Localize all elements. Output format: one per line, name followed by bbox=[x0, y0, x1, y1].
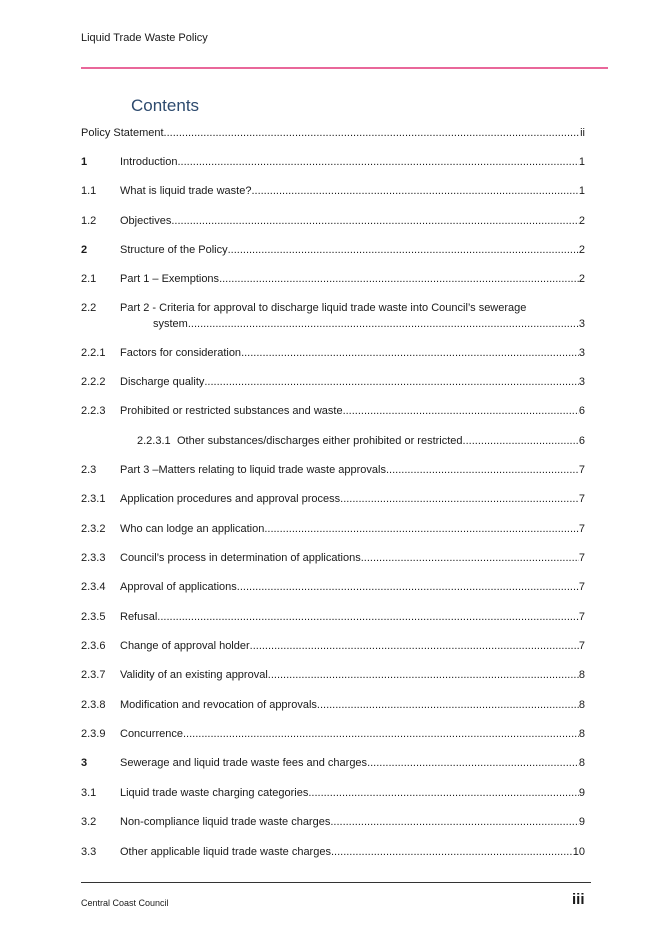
toc-entry-number: 2.3.2 bbox=[81, 523, 106, 535]
dot-leader bbox=[330, 814, 579, 830]
dot-leader bbox=[251, 183, 578, 199]
toc-entry-number: 2.3.5 bbox=[81, 611, 106, 623]
toc-entry-number: 3 bbox=[81, 757, 88, 769]
dot-leader bbox=[183, 726, 579, 742]
toc-entry-title: Change of approval holder bbox=[120, 640, 250, 652]
toc-entry-1-2[interactable] bbox=[81, 213, 585, 229]
toc-entry-2-2-2[interactable] bbox=[81, 374, 585, 390]
toc-entry-title: What is liquid trade waste? bbox=[120, 185, 252, 197]
toc-entry-number: 2 bbox=[81, 244, 88, 256]
toc-entry-title: Structure of the Policy bbox=[120, 244, 228, 256]
toc-entry-number: 2.2 bbox=[81, 302, 97, 314]
footer-page-number: iii bbox=[572, 891, 585, 908]
toc-entry-2-3-5[interactable] bbox=[81, 609, 585, 625]
toc-entry-number: 2.3.3 bbox=[81, 552, 106, 564]
toc-entry-title: Other substances/discharges either prohibited or restricted bbox=[177, 435, 463, 447]
toc-entry-2-3-7[interactable] bbox=[81, 667, 585, 683]
toc-entry-number: 1.1 bbox=[81, 185, 97, 197]
toc-entry-3-1[interactable] bbox=[81, 785, 585, 801]
toc-entry-title: Factors for consideration bbox=[120, 347, 242, 359]
toc-entry-title: Council’s process in determination of applications bbox=[120, 552, 361, 564]
toc-entry-page: 7 bbox=[578, 464, 585, 476]
toc-entry-page: 9 bbox=[578, 816, 585, 828]
toc-entry-2-3-4[interactable] bbox=[81, 579, 585, 595]
toc-entry-title-continuation: system bbox=[153, 318, 188, 330]
dot-leader bbox=[361, 550, 579, 566]
dot-leader bbox=[237, 579, 579, 595]
dot-leader bbox=[331, 844, 573, 860]
toc-entry-page: 1 bbox=[578, 185, 585, 197]
toc-entry-2-3-1[interactable] bbox=[81, 491, 585, 507]
toc-entry-page: 3 bbox=[578, 347, 585, 359]
toc-entry-title: Policy Statement bbox=[81, 127, 164, 139]
toc-entry-page: 3 bbox=[578, 318, 585, 330]
toc-entry-page: 6 bbox=[578, 405, 585, 417]
toc-entry-number: 2.2.3 bbox=[81, 405, 106, 417]
toc-entry-page: 3 bbox=[578, 376, 585, 388]
toc-entry-title: Part 3 –Matters relating to liquid trade waste approvals bbox=[120, 464, 386, 476]
toc-entry-number: 1.2 bbox=[81, 215, 97, 227]
toc-entry-title: Modification and revocation of approvals bbox=[120, 699, 317, 711]
toc-entry-title: Sewerage and liquid trade waste fees and charges bbox=[120, 757, 368, 769]
toc-entry-title: Approval of applications bbox=[120, 581, 237, 593]
toc-entry-number: 2.2.2 bbox=[81, 376, 106, 388]
toc-entry-2-2-1[interactable] bbox=[81, 345, 585, 361]
toc-entry-3-2[interactable] bbox=[81, 814, 585, 830]
toc-entry-2-3-6[interactable] bbox=[81, 638, 585, 654]
toc-entry-number: 2.3.1 bbox=[81, 493, 106, 505]
dot-leader bbox=[264, 521, 579, 537]
toc-entry-page: 9 bbox=[578, 787, 585, 799]
dot-leader bbox=[219, 271, 579, 287]
toc-entry-page: 8 bbox=[578, 728, 585, 740]
toc-entry-title: Discharge quality bbox=[120, 376, 205, 388]
toc-entry-title: Introduction bbox=[120, 156, 178, 168]
dot-leader bbox=[308, 785, 579, 801]
toc-entry-page: 2 bbox=[578, 273, 585, 285]
toc-entry-3-3[interactable] bbox=[81, 844, 585, 860]
toc-entry-page: 7 bbox=[578, 581, 585, 593]
dot-leader bbox=[463, 433, 579, 449]
dot-leader bbox=[188, 316, 579, 332]
toc-entry-page: 1 bbox=[578, 156, 585, 168]
dot-leader bbox=[386, 462, 579, 478]
toc-entry-number: 1 bbox=[81, 156, 88, 168]
toc-entry-page: 7 bbox=[578, 640, 585, 652]
toc-entry-page: 6 bbox=[578, 435, 585, 447]
toc-entry-number: 3.2 bbox=[81, 816, 97, 828]
toc-entry-number: 2.3.4 bbox=[81, 581, 106, 593]
toc-entry-title: Concurrence bbox=[120, 728, 183, 740]
toc-entry-policy-statement[interactable] bbox=[81, 125, 585, 141]
contents-heading: Contents bbox=[131, 96, 200, 115]
toc-entry-page: 7 bbox=[578, 493, 585, 505]
toc-entry-3[interactable] bbox=[81, 755, 585, 771]
toc-entry-page: 2 bbox=[578, 244, 585, 256]
toc-entry-title: Validity of an existing approval bbox=[120, 669, 268, 681]
toc-entry-number: 2.1 bbox=[81, 273, 97, 285]
toc-entry-title: Part 1 – Exemptions bbox=[120, 273, 220, 285]
dot-leader bbox=[317, 697, 579, 713]
toc-entry-number: 2.3.9 bbox=[81, 728, 106, 740]
toc-entry-2-3[interactable] bbox=[81, 462, 585, 478]
toc-entry-2-3-9[interactable] bbox=[81, 726, 585, 742]
toc-entry-number: 2.3.7 bbox=[81, 669, 106, 681]
dot-leader bbox=[204, 374, 579, 390]
toc-entry-number: 2.3.8 bbox=[81, 699, 106, 711]
toc-entry-title: Application procedures and approval process bbox=[120, 493, 341, 505]
toc-entry-page: 2 bbox=[578, 215, 585, 227]
dot-leader bbox=[340, 491, 579, 507]
toc-entry-page: 10 bbox=[572, 846, 585, 858]
dot-leader bbox=[250, 638, 579, 654]
toc-entry-title: Other applicable liquid trade waste charges bbox=[120, 846, 331, 858]
toc-entry-page: 7 bbox=[578, 523, 585, 535]
toc-entry-title: Non-compliance liquid trade waste charges bbox=[120, 816, 331, 828]
toc-entry-2-3-2[interactable] bbox=[81, 521, 585, 537]
toc-entry-2-2[interactable] bbox=[81, 300, 585, 332]
toc-entry-number: 3.1 bbox=[81, 787, 97, 799]
toc-entry-2-3-3[interactable] bbox=[81, 550, 585, 566]
running-header: Liquid Trade Waste Policy bbox=[81, 32, 208, 44]
footer-organisation: Central Coast Council bbox=[81, 898, 169, 908]
dot-leader bbox=[164, 125, 581, 141]
toc-entry-2-2-3[interactable] bbox=[81, 403, 585, 419]
dot-leader bbox=[171, 213, 579, 229]
toc-entry-title: Liquid trade waste charging categories bbox=[120, 787, 309, 799]
toc-entry-number: 2.3.6 bbox=[81, 640, 106, 652]
toc-entry-number: 3.3 bbox=[81, 846, 97, 858]
toc-entry-2-2-3-1[interactable] bbox=[137, 433, 585, 449]
toc-entry-page: 8 bbox=[578, 757, 585, 769]
toc-entry-2-1[interactable] bbox=[81, 271, 585, 287]
toc-entry-number: 2.2.1 bbox=[81, 347, 106, 359]
toc-entry-title: Objectives bbox=[120, 215, 172, 227]
dot-leader bbox=[157, 609, 579, 625]
toc-entry-title: Prohibited or restricted substances and waste bbox=[120, 405, 343, 417]
toc-entry-2-3-8[interactable] bbox=[81, 697, 585, 713]
toc-entry-page: 7 bbox=[578, 552, 585, 564]
toc-entry-page: 8 bbox=[578, 699, 585, 711]
toc-entry-1[interactable] bbox=[81, 154, 585, 170]
toc-entry-page: 7 bbox=[578, 611, 585, 623]
toc-entry-number: 2.3 bbox=[81, 464, 97, 476]
toc-entry-page: 8 bbox=[578, 669, 585, 681]
header-divider bbox=[81, 67, 608, 69]
dot-leader bbox=[367, 755, 579, 771]
toc-entry-2[interactable] bbox=[81, 242, 585, 258]
footer-divider bbox=[81, 882, 591, 883]
dot-leader bbox=[177, 154, 578, 170]
toc-entry-1-1[interactable] bbox=[81, 183, 585, 199]
dot-leader bbox=[241, 345, 579, 361]
dot-leader bbox=[268, 667, 579, 683]
toc-entry-title: Refusal bbox=[120, 611, 158, 623]
dot-leader bbox=[343, 403, 579, 419]
toc-entry-page: ii bbox=[580, 127, 585, 139]
dot-leader bbox=[228, 242, 579, 258]
toc-entry-title: Part 2 - Criteria for approval to discharge liquid trade waste into Council’s sewerage bbox=[120, 302, 527, 314]
toc-entry-number: 2.2.3.1 bbox=[137, 435, 171, 447]
toc-entry-title: Who can lodge an application bbox=[120, 523, 265, 535]
